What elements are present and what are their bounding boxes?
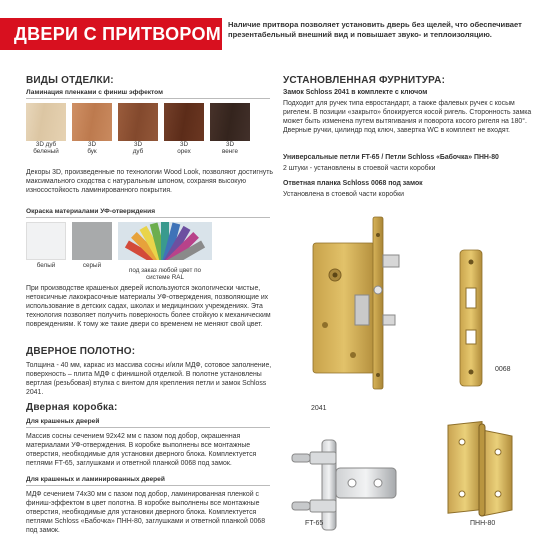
ft65-label: FT-65 <box>305 520 324 527</box>
swatch-color <box>164 103 204 141</box>
lock-label: 2041 <box>311 405 327 412</box>
page-title-banner <box>0 18 222 50</box>
swatch-label: под заказ любой цвет по системе RAL <box>128 267 202 282</box>
swatch-oak <box>118 103 158 155</box>
uv-subheading: Окраска материалами УФ-отверждения <box>26 208 156 215</box>
swatch-walnut <box>164 103 204 155</box>
swatch-color <box>72 103 112 141</box>
swatch-label: 3D дуб беленый <box>33 141 59 156</box>
uv-swatches <box>26 222 276 282</box>
hardware-heading: УСТАНОВЛЕННАЯ ФУРНИТУРА: <box>283 75 446 86</box>
hinges-title: Универсальные петли FT-65 / Петли Schloss «Бабочка» ПНН-80 <box>283 154 499 161</box>
divider <box>26 427 270 428</box>
swatch-color <box>26 103 66 141</box>
lock-text: Подходит для ручек типа евростандарт, а также фалевых ручек с косым ригелем. В позиции «закрыто» блокируется косой ригель. Сторонность замка может быть изменена путем вытягивания и поворота косого ригеля на 180°. Дверные ручки, цилиндр под ключ, завертка WC в комплект не входят. <box>283 100 532 134</box>
strike-plate-0068-icon <box>457 248 487 388</box>
divider <box>26 217 270 218</box>
swatch-grey <box>72 222 112 269</box>
swatch-white <box>26 222 66 269</box>
swatch-color <box>210 103 250 141</box>
hinge-pnn80-icon <box>440 420 520 520</box>
lamination-subheading: Ламинация пленками с финиш эффектом <box>26 89 163 96</box>
pnn80-label: ПНН-80 <box>470 520 496 527</box>
painted-text: Массив сосны сечением 92х42 мм с пазом под добор, окрашенная материалами УФ-отверждения. В коробке выполнены все монтажные отверстия, необходимые для установки дверного блока. Комплектуется петлями FT-65, заглушками и ответной планкой 0068 под замок. <box>26 433 257 467</box>
swatch-color <box>72 222 112 260</box>
swatch-oak-bleached <box>26 103 66 155</box>
painted-subheading: Для крашеных дверей <box>26 418 100 425</box>
leaf-text: Толщина - 40 мм, каркас из массива сосны и/или МДФ, сотовое заполнение, поверхность – плита МДФ с финишной отделкой. В полотне установлены вертлая (резьбовая) втулка с винтом для крепления петли и замок Schloss 2041. <box>26 362 272 396</box>
strike-title: Ответная планка Schloss 0068 под замок <box>283 180 423 187</box>
swatch-wenge <box>210 103 250 155</box>
lamination-text: Декоры 3D, произведенные по технологии Wood Look, позволяют достигнуть максимального сходства с натуральным шпоном, сохраняя высокую износостойкость ламинированного покрытия. <box>26 169 273 194</box>
swatch-label: серый <box>82 262 102 269</box>
intro-text: Наличие притвора позволяет установить дверь без щелей, что обеспечивает презентабельный внешний вид и повышает звуко- и теплоизоляцию. <box>228 20 522 39</box>
swatch-color <box>118 103 158 141</box>
ral-fan-icon <box>118 222 212 260</box>
lamination-swatches <box>26 103 276 163</box>
divider <box>26 485 270 486</box>
page-title: ДВЕРИ С ПРИТВОРОМ <box>14 24 222 44</box>
hinges-text: 2 штуки - установлены в стоевой части коробки <box>283 165 436 172</box>
swatch-beech <box>72 103 112 155</box>
lock-title: Замок Schloss 2041 в комплекте с ключом <box>283 89 428 96</box>
strike-text: Установлена в стоевой части коробки <box>283 191 404 198</box>
frame-heading: Дверная коробка: <box>26 402 118 413</box>
laminated-text: МДФ сечением 74х30 мм с пазом под добор, ламинированная пленкой с финиш-эффектом в цвет полотна. В коробке выполнены все монтажные отверстия, необходимые для установки дверного блока. Комплектуется петлями Schloss «Бабочка» ПНН-80, заглушками и ответной планкой 0068 под замок. <box>26 491 266 534</box>
leaf-heading: ДВЕРНОЕ ПОЛОТНО: <box>26 346 136 357</box>
swatch-label: белый <box>36 262 56 269</box>
finishes-heading: ВИДЫ ОТДЕЛКИ: <box>26 75 114 86</box>
swatch-label: 3D бук <box>87 141 97 156</box>
swatch-ral <box>118 222 212 281</box>
swatch-label: 3D орех <box>177 141 191 156</box>
lock-2041-icon <box>305 215 410 390</box>
swatch-label: 3D венге <box>222 141 238 156</box>
divider <box>26 98 270 99</box>
strike-label: 0068 <box>495 366 511 373</box>
laminated-subheading: Для крашеных и ламинированных дверей <box>26 476 165 483</box>
swatch-color <box>26 222 66 260</box>
swatch-label: 3D дуб <box>132 141 144 156</box>
uv-text: При производстве крашеных дверей используются экологически чистые, нетоксичные лакокрасочные материалы УФ-отверждения, позволяющие их использование в детских садах, школах и медицинских учреждениях. Эта технология позволяет получить поверхность более стойкую к механическим повреждениям. К тому же такие двери со временем не меняют свой цвет. <box>26 285 271 328</box>
